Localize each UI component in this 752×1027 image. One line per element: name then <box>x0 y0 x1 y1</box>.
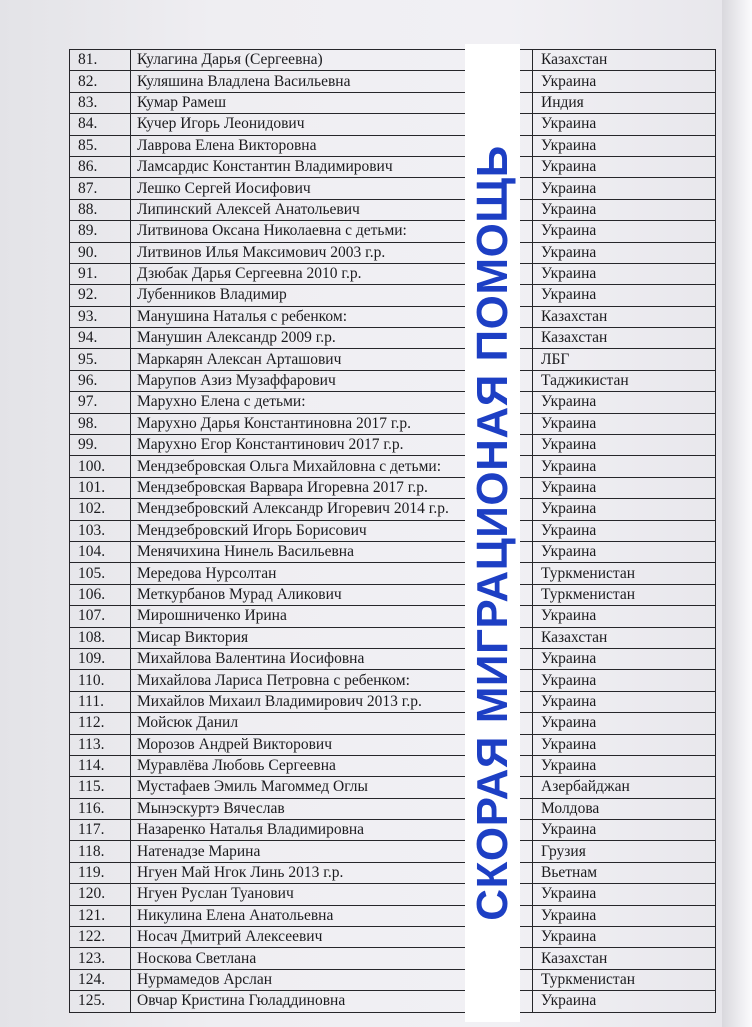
row-number-cell: 102. <box>70 499 131 520</box>
person-name-cell: Нгуен Май Нгок Линь 2013 г.р. <box>131 862 533 883</box>
row-number-cell: 93. <box>70 306 131 327</box>
table-row <box>70 156 716 177</box>
person-name-cell: Куляшина Владлена Васильевна <box>131 71 533 92</box>
table-row <box>70 648 716 669</box>
row-number-cell: 104. <box>70 541 131 562</box>
table-row <box>70 798 716 819</box>
row-number-cell: 82. <box>70 71 131 92</box>
row-number-cell: 125. <box>70 991 131 1012</box>
table-row <box>70 71 716 92</box>
row-number-cell: 98. <box>70 413 131 434</box>
row-number-cell: 81. <box>70 50 131 71</box>
person-name-cell: Лешко Сергей Иосифович <box>131 178 533 199</box>
row-number-cell: 122. <box>70 927 131 948</box>
row-number-cell: 90. <box>70 242 131 263</box>
table-row <box>70 884 716 905</box>
country-cell: Украина <box>533 755 716 776</box>
person-name-cell: Лубенников Владимир <box>131 285 533 306</box>
country-cell: Грузия <box>533 841 716 862</box>
person-name-cell: Мойсюк Данил <box>131 713 533 734</box>
country-cell: Украина <box>533 713 716 734</box>
table-row <box>70 820 716 841</box>
table-row <box>70 520 716 541</box>
row-number-cell: 119. <box>70 862 131 883</box>
person-name-cell: Назаренко Наталья Владимировна <box>131 820 533 841</box>
person-name-cell: Натенадзе Марина <box>131 841 533 862</box>
row-number-cell: 114. <box>70 755 131 776</box>
table-row <box>70 50 716 71</box>
country-cell: Таджикистан <box>533 370 716 391</box>
table-row <box>70 713 716 734</box>
country-cell: Украина <box>533 670 716 691</box>
table-row <box>70 691 716 712</box>
table-row <box>70 328 716 349</box>
country-cell: Казахстан <box>533 948 716 969</box>
row-number-cell: 101. <box>70 477 131 498</box>
table-row <box>70 477 716 498</box>
row-number-cell: 123. <box>70 948 131 969</box>
page-edge-shadow <box>722 0 752 1027</box>
country-cell: Украина <box>533 135 716 156</box>
table-row <box>70 178 716 199</box>
row-number-cell: 108. <box>70 627 131 648</box>
country-cell: Украина <box>533 541 716 562</box>
country-cell: Украина <box>533 456 716 477</box>
country-cell: Азербайджан <box>533 777 716 798</box>
row-number-cell: 118. <box>70 841 131 862</box>
person-name-cell: Нурмамедов Арслан <box>131 969 533 990</box>
person-name-cell: Мендзебровский Александр Игоревич 2014 г.р. <box>131 499 533 520</box>
country-cell: Индия <box>533 92 716 113</box>
person-name-cell: Липинский Алексей Анатольевич <box>131 199 533 220</box>
country-cell: Украина <box>533 927 716 948</box>
country-cell: Украина <box>533 820 716 841</box>
row-number-cell: 112. <box>70 713 131 734</box>
table-row <box>70 927 716 948</box>
row-number-cell: 97. <box>70 392 131 413</box>
table-row <box>70 114 716 135</box>
row-number-cell: 117. <box>70 820 131 841</box>
country-cell: Украина <box>533 156 716 177</box>
row-number-cell: 92. <box>70 285 131 306</box>
table-row <box>70 306 716 327</box>
country-cell: Казахстан <box>533 627 716 648</box>
table-row <box>70 392 716 413</box>
country-cell: Украина <box>533 392 716 413</box>
watermark-text: СКОРАЯ МИГРАЦИОНАЯ ПОМОЩЬ <box>467 145 517 921</box>
row-number-cell: 116. <box>70 798 131 819</box>
person-name-cell: Михайлов Михаил Владимирович 2013 г.р. <box>131 691 533 712</box>
person-name-cell: Мынэскуртэ Вячеслав <box>131 798 533 819</box>
table-row <box>70 777 716 798</box>
person-name-cell: Менячихина Нинель Васильевна <box>131 541 533 562</box>
person-name-cell: Марупов Азиз Музаффарович <box>131 370 533 391</box>
person-name-cell: Никулина Елена Анатольевна <box>131 905 533 926</box>
person-name-cell: Маркарян Алексан Арташович <box>131 349 533 370</box>
table-row <box>70 584 716 605</box>
country-cell: ЛБГ <box>533 349 716 370</box>
country-cell: Украина <box>533 499 716 520</box>
row-number-cell: 107. <box>70 606 131 627</box>
country-cell: Украина <box>533 114 716 135</box>
person-name-cell: Муравлёва Любовь Сергеевна <box>131 755 533 776</box>
country-cell: Украина <box>533 606 716 627</box>
person-name-cell: Литвинов Илья Максимович 2003 г.р. <box>131 242 533 263</box>
table-row <box>70 627 716 648</box>
country-cell: Казахстан <box>533 328 716 349</box>
person-name-cell: Кучер Игорь Леонидович <box>131 114 533 135</box>
person-name-cell: Меткурбанов Мурад Аликович <box>131 584 533 605</box>
row-number-cell: 87. <box>70 178 131 199</box>
row-number-cell: 124. <box>70 969 131 990</box>
country-cell: Вьетнам <box>533 862 716 883</box>
person-name-cell: Овчар Кристина Гюладдиновна <box>131 991 533 1012</box>
person-name-cell: Носкова Светлана <box>131 948 533 969</box>
person-name-cell: Мустафаев Эмиль Магоммед Оглы <box>131 777 533 798</box>
table-row <box>70 242 716 263</box>
row-number-cell: 100. <box>70 456 131 477</box>
person-name-cell: Михайлова Валентина Иосифовна <box>131 648 533 669</box>
person-name-cell: Кулагина Дарья (Сергеевна) <box>131 50 533 71</box>
country-cell: Украина <box>533 221 716 242</box>
persons-table-body <box>70 50 716 1013</box>
country-cell: Украина <box>533 884 716 905</box>
country-cell: Украина <box>533 178 716 199</box>
person-name-cell: Морозов Андрей Викторович <box>131 734 533 755</box>
table-row <box>70 862 716 883</box>
row-number-cell: 115. <box>70 777 131 798</box>
table-row <box>70 499 716 520</box>
country-cell: Украина <box>533 991 716 1012</box>
table-row <box>70 263 716 284</box>
person-name-cell: Ламсардис Константин Владимирович <box>131 156 533 177</box>
row-number-cell: 103. <box>70 520 131 541</box>
country-cell: Украина <box>533 648 716 669</box>
country-cell: Украина <box>533 413 716 434</box>
country-cell: Украина <box>533 199 716 220</box>
person-name-cell: Марухно Егор Константинович 2017 г.р. <box>131 435 533 456</box>
country-cell: Украина <box>533 691 716 712</box>
country-cell: Украина <box>533 477 716 498</box>
row-number-cell: 99. <box>70 435 131 456</box>
row-number-cell: 88. <box>70 199 131 220</box>
persons-table <box>69 49 716 1013</box>
row-number-cell: 120. <box>70 884 131 905</box>
row-number-cell: 95. <box>70 349 131 370</box>
person-name-cell: Носач Дмитрий Алексеевич <box>131 927 533 948</box>
row-number-cell: 110. <box>70 670 131 691</box>
country-cell: Украина <box>533 435 716 456</box>
country-cell: Украина <box>533 71 716 92</box>
row-number-cell: 91. <box>70 263 131 284</box>
row-number-cell: 94. <box>70 328 131 349</box>
table-row <box>70 435 716 456</box>
row-number-cell: 86. <box>70 156 131 177</box>
person-name-cell: Мирошниченко Ирина <box>131 606 533 627</box>
person-name-cell: Марухно Елена с детьми: <box>131 392 533 413</box>
table-row <box>70 670 716 691</box>
row-number-cell: 85. <box>70 135 131 156</box>
row-number-cell: 83. <box>70 92 131 113</box>
person-name-cell: Мендзебровская Варвара Игоревна 2017 г.р. <box>131 477 533 498</box>
table-row <box>70 734 716 755</box>
row-number-cell: 96. <box>70 370 131 391</box>
table-row <box>70 905 716 926</box>
person-name-cell: Манушина Наталья с ребенком: <box>131 306 533 327</box>
table-row <box>70 285 716 306</box>
person-name-cell: Мисар Виктория <box>131 627 533 648</box>
row-number-cell: 105. <box>70 563 131 584</box>
row-number-cell: 121. <box>70 905 131 926</box>
country-cell: Украина <box>533 520 716 541</box>
table-row <box>70 841 716 862</box>
country-cell: Туркменистан <box>533 584 716 605</box>
person-name-cell: Мередова Нурсолтан <box>131 563 533 584</box>
person-name-cell: Михайлова Лариса Петровна с ребенком: <box>131 670 533 691</box>
person-name-cell: Литвинова Оксана Николаевна с детьми: <box>131 221 533 242</box>
table-row <box>70 969 716 990</box>
table-row <box>70 541 716 562</box>
person-name-cell: Нгуен Руслан Туанович <box>131 884 533 905</box>
country-cell: Украина <box>533 263 716 284</box>
country-cell: Украина <box>533 242 716 263</box>
person-name-cell: Марухно Дарья Константиновна 2017 г.р. <box>131 413 533 434</box>
country-cell: Украина <box>533 285 716 306</box>
person-name-cell: Кумар Рамеш <box>131 92 533 113</box>
row-number-cell: 111. <box>70 691 131 712</box>
watermark-banner <box>465 44 520 1022</box>
country-cell: Украина <box>533 905 716 926</box>
table-row <box>70 948 716 969</box>
row-number-cell: 109. <box>70 648 131 669</box>
person-name-cell: Мендзебровский Игорь Борисович <box>131 520 533 541</box>
country-cell: Туркменистан <box>533 969 716 990</box>
table-row <box>70 135 716 156</box>
country-cell: Казахстан <box>533 50 716 71</box>
table-row <box>70 221 716 242</box>
table-row <box>70 92 716 113</box>
table-row <box>70 563 716 584</box>
row-number-cell: 113. <box>70 734 131 755</box>
country-cell: Молдова <box>533 798 716 819</box>
country-cell: Туркменистан <box>533 563 716 584</box>
row-number-cell: 106. <box>70 584 131 605</box>
country-cell: Украина <box>533 734 716 755</box>
table-row <box>70 755 716 776</box>
country-cell: Казахстан <box>533 306 716 327</box>
row-number-cell: 89. <box>70 221 131 242</box>
person-name-cell: Дзюбак Дарья Сергеевна 2010 г.р. <box>131 263 533 284</box>
table-row <box>70 370 716 391</box>
person-name-cell: Мендзебровская Ольга Михайловна с детьми: <box>131 456 533 477</box>
table-row <box>70 606 716 627</box>
row-number-cell: 84. <box>70 114 131 135</box>
person-name-cell: Манушин Александр 2009 г.р. <box>131 328 533 349</box>
table-row <box>70 413 716 434</box>
person-name-cell: Лаврова Елена Викторовна <box>131 135 533 156</box>
table-row <box>70 199 716 220</box>
table-row <box>70 991 716 1012</box>
table-row <box>70 456 716 477</box>
table-row <box>70 349 716 370</box>
